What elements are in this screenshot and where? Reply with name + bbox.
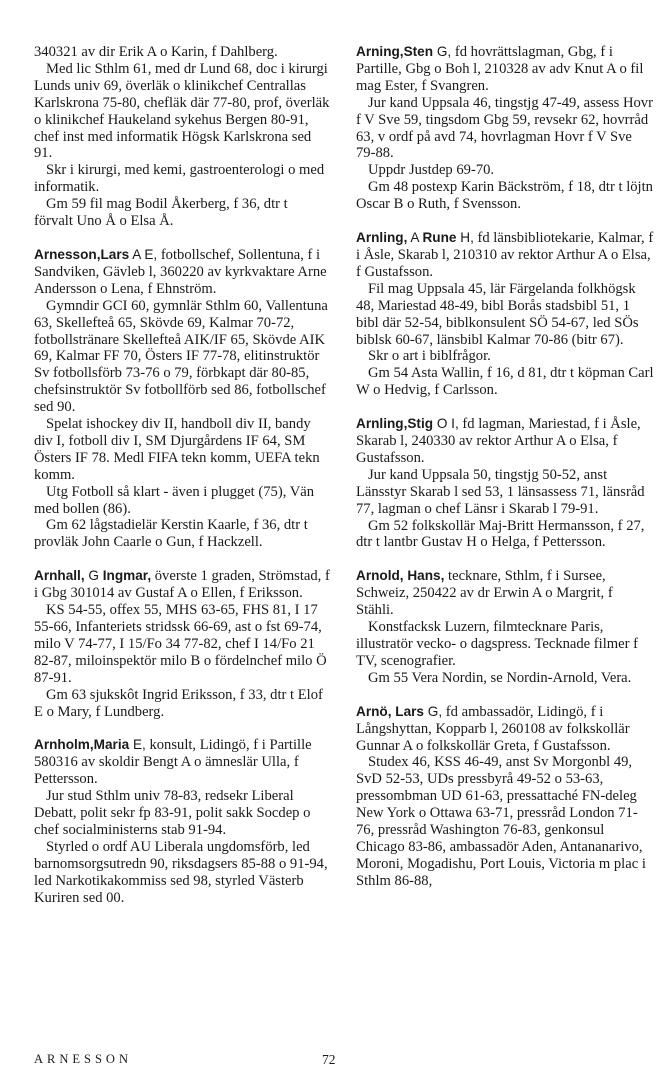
entry-paragraph: Gymndir GCI 60, gymnlär Sthlm 60, Vallentuna 63, Skellefteå 65, Skövde 69, Kalmar 70-72, fotbollstränare Skellefteå AIK/IF 65, Skövde AIK 69, Kalmar FF 70, Östers IF 77-78, elitinstruktör Sv fotbollsförb 73-76 o 79, förbkapt där 80-85, chefsinstruktör Sv fotbollförb sed 86, fotbollschef sed 90. [34,297,328,416]
entry-arnold [356,568,654,686]
entry-given-name: Stig [407,416,434,432]
entry-given-after: E, [129,737,146,753]
entry-headline [356,230,654,281]
entry-given-name: Sten [403,44,434,59]
entry-arno [356,704,654,890]
entry-intro: konsult, Lidingö, f i Partille 580316 av skoldir Bengt A o ämneslär Ulla, f Pettersson. [34,737,312,788]
entry-paragraph: Gm 63 sjukskôt Ingrid Eriksson, f 33, dtr t Elof E o Mary, f Lundberg. [34,686,323,720]
entry-given-name: Lars [395,703,424,719]
page-number: 72 [322,1052,336,1067]
entry-surname: Arnhall, [34,568,85,584]
entry-arnling-stig [356,416,654,551]
entry-headline [356,44,654,95]
entry-given-after: H, [456,230,474,246]
entry-paragraph: Studex 46, KSS 46-49, anst Sv Morgonbl 49, SvD 52-53, UDs pressbyrå 49-52 o 53-63, pressombman UD 61-63, pressattaché FN-deleg New York o Ottawa 63-71, pressråd London 71-76, pressråd Washington 76-83, genkonsul Chicago 83-86, ambassadör Aden, Antananarivo, Moroni, Mogadishu, Port Louis, Victoria m plac i Sthlm 86-88, [356,754,646,889]
right-column [356,44,654,907]
entry-surname: Arnholm, [34,737,94,753]
entry-surname: Arnling, [356,230,408,246]
entry-paragraph: Jur kand Uppsala 50, tingstjg 50-52, anst Länsstyr Skarab l sed 53, 1 länsassess 71, länsråd 77, lagman o chef Länsr i Skarab l 79-91. [356,466,645,517]
entry-given-name: Rune [422,230,457,246]
entry-arnesson [34,247,330,551]
entry-given-name: Lars [100,246,130,262]
entry-paragraph: Gm 59 fil mag Bodil Åkerberg, f 36, dtr t förvalt Uno Å o Elsa Å. [34,196,288,230]
entry-headline [356,416,654,467]
entry-intro: tecknare, Sthlm, f i Sursee, Schweiz, 250422 av dr Erwin A o Margrit, f Stähli. [356,568,613,619]
entry-surname: Arnold, [356,568,404,584]
left-column [34,44,330,924]
entry-arnhall [34,568,330,720]
entry-headline [356,704,654,755]
entry-given-after: A E, [129,246,158,262]
entry-paragraph: Gm 48 postexp Karin Bäckström, f 18, dtr t löjtn Oscar B o Ruth, f Svensson. [356,179,653,213]
entry-headline [34,737,330,788]
entry-paragraph: Uppdr Justdep 69-70. [368,162,495,179]
entry-paragraph: Skr i kirurgi, med kemi, gastroenterologi o med informatik. [34,162,325,196]
entry-headline [356,568,654,619]
entry-paragraph: Styrled o ordf AU Liberala ungdomsförb, led barnomsorgsutredn 90, riksdagsers 85-88 o 91-94, led Narkotikakommiss sed 98, styrled Västerb Kuriren sed 00. [34,838,328,906]
entry-paragraph: Fil mag Uppsala 45, lär Färgelanda folkhögsk 48, Mariestad 48-49, bibl Borås stadsbibl 51, 1 bibl där 52-54, biblkonsulent SÖ 54-67, led SÖs biblsk 60-67, länsbibl Kalmar 70-86 (bitr 67). [356,280,639,348]
entry-text: 340321 av dir Erik A o Karin, f Dahlberg. [34,44,278,60]
entry-continuation [34,44,330,230]
entry-intro: fd ambassadör, Lidingö, f i Långshyttan, Kopparb l, 260108 av folkskollär Gunnar A o folkskollär Greta, f Gustafsson. [356,703,630,754]
entry-given-before: A [407,230,423,246]
entry-surname: Arnling, [356,416,408,432]
entry-paragraph: Gm 54 Asta Wallin, f 16, d 81, dtr t köpman Carl W o Hedvig, f Carlsson. [356,365,654,399]
running-head: ARNESSON [34,1052,132,1066]
entry-paragraph: KS 54-55, offex 55, MHS 63-65, FHS 81, I 17 55-66, Infanteriets stridssk 66-69, ast o fst 69-74, milo V 74-77, I 15/Fo 34 77-82, chef I 14/Fo 21 82-87, miloinspektör milo B o fördelnchef milo Ö 87-91. [34,602,327,686]
entry-paragraph: Skr o art i biblfrågor. [368,348,491,365]
entry-paragraph: Spelat ishockey div II, handboll div II, bandy div I, fotboll div I, SM Djurgårdens IF 64, SM Östers IF 78. Medl FIFA tekn komm, UEFA tekn komm. [34,416,320,483]
entry-given-before: G [84,568,103,584]
entry-arning [356,44,654,213]
entry-paragraph: Jur kand Uppsala 46, tingstjg 47-49, assess Hovr f V Sve 59, tingsdom Gbg 59, revsekr 62, hovrråd 63, v ordf på avd 74, hovrlagman Hovr f V Sve 79-88. [356,94,653,162]
entry-arnholm [34,737,330,906]
entry-given-name: Hans, [407,568,445,584]
entry-headline [34,568,330,602]
entry-given-name: Ingmar, [102,568,152,584]
entry-intro: fd länsbibliotekarie, Kalmar, f i Åsle, Skarab l, 210310 av rektor Arthur A o Elsa, f Gustafsson. [356,230,654,280]
entry-paragraph: Gm 55 Vera Nordin, se Nordin-Arnold, Vera. [368,669,632,686]
entry-paragraph: Gm 62 lågstadielär Kerstin Kaarle, f 36, dtr t provläk John Caarle o Gun, f Hackzell. [34,517,308,551]
entry-paragraph: Gm 52 folkskollär Maj-Britt Hermansson, f 27, dtr t lantbr Gustav H o Helga, f Pettersson. [356,517,645,551]
entry-paragraph: Med lic Sthlm 61, med dr Lund 68, doc i kirurgi Lunds univ 69, överläk o klinikchef Centrallas Karlskrona 75-80, chefläk där 77-80, prof, överläk o klinikchef Haukeland sykehus Bergen 80-91, chef inst med informatik Högsk Karlskrona sed 91. [34,60,330,162]
entry-intro: fd lagman, Mariestad, f i Åsle, Skarab l, 240330 av rektor Arthur A o Elsa, f Gustafsson. [356,416,641,466]
entry-given-after: O I, [433,416,459,432]
entry-given-after: G, [433,44,452,59]
entry-paragraph: Utg Fotboll så klart - även i plugget (75), Vän med bollen (86). [34,483,315,517]
entry-intro: fotbollschef, Sollentuna, f i Sandviken, Gävleb l, 360220 av kyrkvaktare Arne Andersson o Lena, f Ehnström. [34,246,327,297]
entry-arnling-rune [356,230,654,399]
entry-intro: överste 1 graden, Strömstad, f i Gbg 301014 av Gustaf A o Ellen, f Eriksson. [34,568,330,602]
entry-intro: fd hovrättslagman, Gbg, f i Partille, Gbg o Boh l, 210328 av adv Knut A o fil mag Ester, f Svangren. [356,44,644,94]
entry-given-after: G, [424,703,443,719]
entry-surname: Arnesson, [34,246,101,262]
entry-paragraph: Konstfacksk Luzern, filmtecknare Paris, illustratör vecko- o dagspress. Tecknade filmer f TV, scenografier. [356,619,638,669]
entry-headline [34,247,330,298]
entry-given-name: Maria [93,737,130,753]
entry-surname: Arnö, [356,703,392,719]
entry-surname: Arning, [356,44,404,59]
entry-paragraph: Jur stud Sthlm univ 78-83, redsekr Liberal Debatt, polit sekr fp 83-91, polit sakk Socdep o chef socialministerns stab 91-94. [34,788,311,838]
